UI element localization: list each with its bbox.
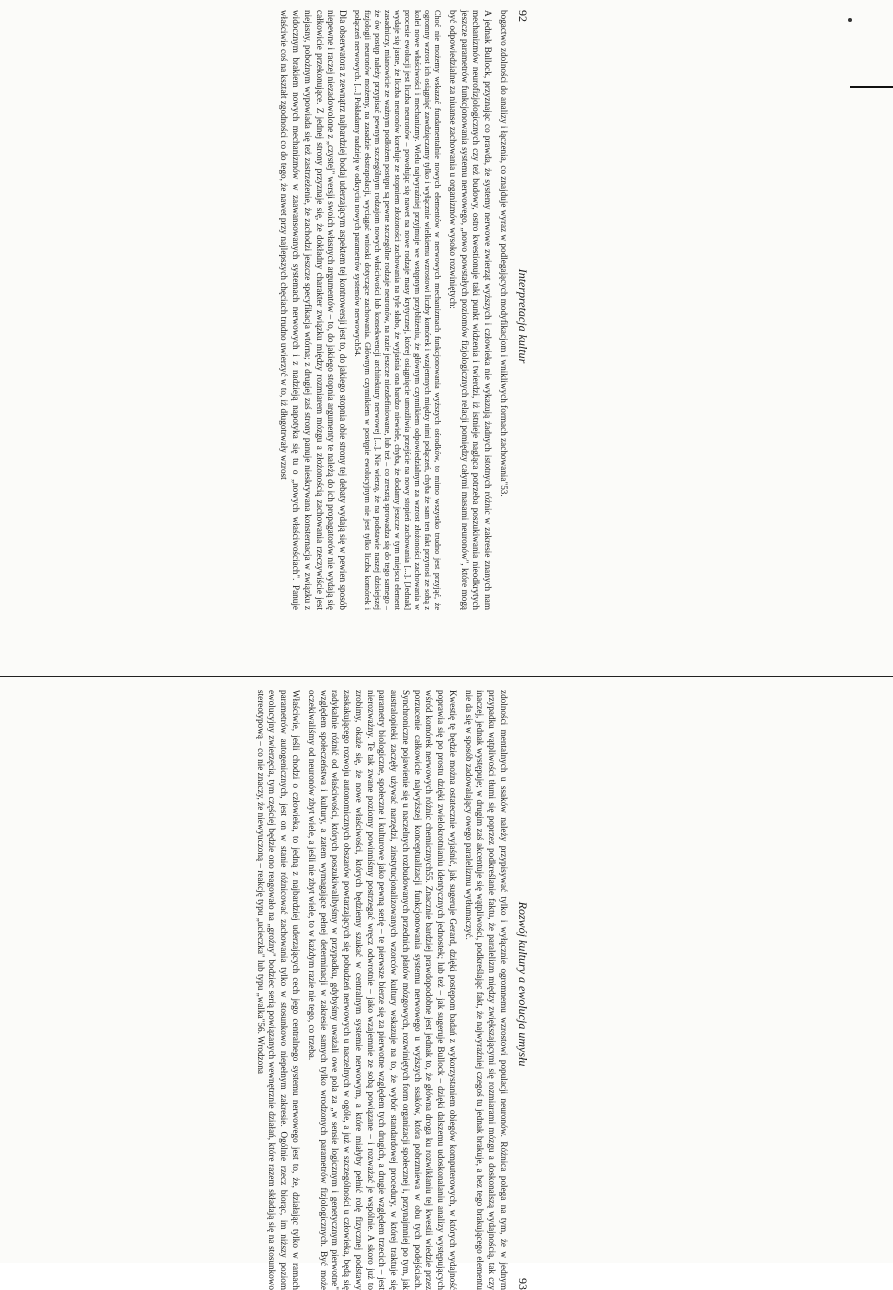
page-93 [200, 690, 530, 1290]
binding-edge [850, 86, 893, 88]
paragraph: zdolności mentalnych u ssaków należy przypisywać tylko i wyłącznie ogromnemu wzrostowi populacji neuronów. Różnica polega na tym, że w jednym przypadku wątpliwości tłumi się poprzez podkreślanie faktu, że paralelizm między zwiększającymi się rozmiarami mózgu a doskonalszą wydajnością, tak czy inaczej, jednak występuje; w drugim zaś akcentuje się wątpliwości, podkreślając fakt, że najwyraźniej czegoś tu jednak brakuje, a bez tego brakującego elementu nie da się w sposób zadowalający owego paralelizmu wytłumaczyć. [463, 690, 509, 1290]
page-header [515, 10, 530, 610]
running-head: Rozwój kultury a ewolucja umysłu [516, 901, 530, 1067]
page-fold-line [0, 676, 893, 677]
page-header [515, 690, 530, 1290]
paragraph: Dla obserwatora z zewnątrz najbardziej bodaj uderzającym aspektem tej kontrowersji jest to, do jakiego stopnia obie strony tej debaty wydają się w pewien sposób niepewne i raczej niezadowolone z „czystej" wersji swoich własnych argumentów – to, do jakiego stopnia argumenty te należą do ich propagatorów nie wydają się całkowicie przekonujące. Z jednej strony przyznaje się, że dokładny charakter związku między rozmiarem mózgu a złożonością zachowania rzeczywiście jest niejasny, pobożnym wypowiada się też zastrzeżenie, że zachodzi jeszcze specyfikacja wtórna; z drugiej zaś strony panuje nieskrywana konsternacja w związku z widocznym brakiem nowych mechanizmów w zaawansowanych systemach nerwowych i z nadzieją napotyka się tu o „nowych właściwościach". Panuje właściwie coś na kształt zgodności co do tego, że nawet przy najlepszych chęciach trudno uwierzyć w to, iż długotrwały wzrost [279, 10, 349, 610]
paragraph: A jednak Bullock, przyznając co prawda, że systemy nerwowe zwierząt wyższych i człowieka nie wykazują żadnych istotnych różnic w zakresie znanych nam mechanizmów neurofizjologicznych czy też budowy, ostro kwestionuje taki punkt widzenia i twierdzi, iż istnieje nagląca potrzeba poszukiwania nieodkrytych jeszcze parametrów funkcjonowania systemu nerwowego, „nowo powstałych poziomów fizjologicznych relacji pomiędzy całymi masami neuronów", które mogą być odpowiedzialne za niuanse zachowania u organizmów wysoko rozwiniętych: [447, 10, 494, 610]
scan-speck [848, 18, 852, 22]
paragraph: bogactwo zdolności do analizy i łączenia, co znajduje wyraz w podlegających modyfikacjom i wnikliwych formach zachowania"53. [499, 10, 509, 497]
running-head: Interpretacja kultur [516, 268, 530, 364]
paragraph: Kwestię tę będzie można ostatecznie wyjaśnić, jak sugeruje Gerard, dzięki postępom badań z wykorzystaniem obiegów komputerowych, w których wydajność poprawia się po prostu dzięki zwielokrotnianiu identycznych jednostek; lub też – jak sugeruje Bullock – dzięki dalszemu udoskonalaniu analizy występujących wśród komórek nerwowych różnic chemicznych55. Znacznie bardziej prawdopodobne jest jednak to, że główna droga ku rozwikłaniu tej kwestii wiedzie przez porzucenie całkowicie najwyższej konceptualizacji funkcjonowania systemu nerwowego u wyższych ssaków, która pobrzmiewa w obu tych podejściach. Synchroniczne pojawienie się u naczelnych rozbudowanych przednich płatów mózgowych, rozwiniętych form organizacji społecznej i, przynajmniej po tym, jak australopiteki zaczęły używać narzędzi, zinstytucjonalizowanych wzorców kultury wskazuje na to, że wybór standardowej procedury, w której traktuje się parametry biologiczne, społeczne i kulturowe jako pewną serię – te pierwsze bierze się za pierwotne względem tych drugich, a drugie względem trzecich – jest nierozważny. Te tak zwane poziomy powinniśmy postrzegać wręcz odwrotnie – jako wzajemnie ze sobą powiązane – i rozważać je wspólnie. A skoro już to zrobimy, okaże się, że nowe właściwości, których będziemy szukać w centralnym systemie nerwowym, a które miałyby pełnić rolę fizycznej podstawy zaskakującego rozwoju autonomicznych obszarów powtarzających się pobudzeń nerwowych u naczelnych w ogóle, a już w szczególności u człowieka, będą się radykalnie różnić od właściwości, których poszukiwalibyśmy w przypadku, gdybyśmy uważali owe pola za „w sensie logicznym i genetycznym pierwotne" względem społeczeństwa i kultury, a zatem wymagające pełnej determinacji w zakresie samych tylko wrodzonych parametrów fizjologicznych. Być może oczekiwaliśmy od neuronów zbyt wiele, a jeśli nie zbyt wiele, to w każdym razie nie tego, co trzeba. [306, 690, 458, 1290]
paragraph: Właściwie, jeśli chodzi o człowieka, to jedną z najbardziej uderzających cech jego centralnego systemu nerwowego jest to, że, działając tylko w ramach parametrów autogenicznych, jest on w stanie różnicować zachowania tylko w stosunkowo niepełnym zakresie. Ogólnie rzecz biorąc, im niższy poziom ewolucyjny zwierzęcia, tym częściej będzie ono reagowało na „groźny" bodziec serią powiązanych wewnętrznie działań, które razem składają się na stosunkowo stereotypową – co nie znaczy, że niewyuczoną – reakcję typu „ucieczka" lub typu „walka"56. Wrodzona [255, 690, 301, 1290]
page-number: 92 [516, 10, 530, 22]
block-quote: Choć nie możemy wskazać fundamentalnie nowych elementów w nerwowych mechanizmach funkcjonowania wyższych ośrodków, to mimo wszystko trudno jest przyjąć, że ogromny wzrost ich osiągnięć zawdzięczamy tylko i wyłącznie wielkiemu wzrostowi liczby komórek i wzajemnych między nimi połączeń, chyba że sam ten fakt przynosi ze sobą z kolei nowe właściwości i mechanizmy. Wielu najwyraźniej przyjmuje we wstępnym przybliżeniu, że głównym czynnikiem odpowiedzialnym za wzrost złożoności zachowania w procesie ewolucji jest liczba neuronów – powołując się nawet na nowe rodzaje masy krytycznej, której osiągnięcie umożliwia przejście na nowy stopień zachowania [...]. [Jednak] wydaje się jasne, że liczba neuronów koreluje ze stopniem złożoności zachowania na tyle słabo, że wyjaśnia ona bardzo niewiele, chyba, że dodamy jeszcze w tym miejscu element zasadniczy, mianowicie ze ważnym podłożem postępu są pewne szczególne rodzaje neuronów, na razie jeszcze niezdefiniowane, lub też – co zresztą sprowadza się do tego samego – że ów postęp należy przypisać pewnym szczególnym rodzajom nowych właściwości lub konsekwencji architektury nerwowej [...]. Nie wierzę, że na podstawie naszej dzisiejszej fizjologii neuronów możemy, na zasadzie ekstrapolacji, wyciągać wnioski dotyczące zachowania. Głównym czynnikiem w postępie ewolucyjnym nie jest tylko liczba komórek i połączeń nerwowych. [...] Pokładamy nadzieję w odkryciu nowych parametrów systemów nerwowych54. [353, 10, 443, 610]
page-92 [200, 10, 530, 610]
page-number: 93 [516, 1278, 530, 1290]
